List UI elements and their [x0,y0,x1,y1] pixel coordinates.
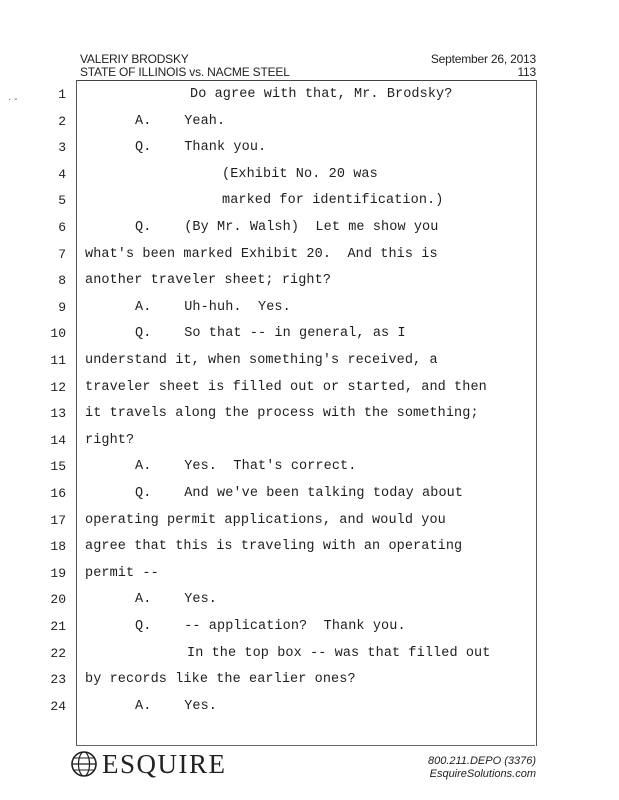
line-text: Do agree with that, Mr. Brodsky? [190,87,453,102]
line-text: Q. -- application? Thank you. [135,619,406,634]
header-right [431,53,536,79]
transcript-line [0,114,619,141]
line-number: 17 [50,512,66,528]
line-text: Q. So that -- in general, as I [135,326,406,342]
transcript-line [0,140,619,167]
line-number: 23 [50,672,66,688]
transcript-line [0,672,619,699]
line-text: understand it, when something's received, a [85,353,438,368]
phone-number: 800.211.DEPO (3376) [427,755,536,767]
transcript-line [0,486,619,513]
line-number: 1 [58,87,66,102]
transcript-line [0,566,619,593]
line-number: 6 [58,220,66,235]
line-text: what's been marked Exhibit 20. And this is [85,246,438,262]
transcript-line [0,592,619,619]
line-number: 16 [50,486,66,501]
transcript-line [0,619,619,646]
line-text: by records like the earlier ones? [85,672,356,688]
transcript-line [0,433,619,460]
line-number: 15 [50,459,66,475]
logo-text: ESQUIRE [102,748,227,779]
line-text: operating permit applications, and would you [85,512,446,528]
transcript-line [0,220,619,247]
line-text: marked for identification.) [222,193,444,209]
line-number: 22 [50,645,66,661]
line-text: permit -- [85,565,159,581]
witness-name: VALERIY BRODSKY [80,52,189,66]
line-number: 5 [58,193,66,209]
deposition-date: September 26, 2013 [430,52,536,66]
transcript-line [0,326,619,353]
website: EsquireSolutions.com [429,768,536,780]
line-number: 19 [50,565,66,581]
line-number: 8 [58,273,66,289]
header-left [80,53,290,79]
transcript-line [0,167,619,194]
footer-contact [428,755,536,781]
page-number: 113 [517,65,536,79]
line-number: 18 [50,539,66,555]
transcript-line [0,273,619,300]
transcript-line [0,513,619,540]
line-text: another traveler sheet; right? [85,273,332,289]
transcript-line [0,193,619,220]
transcript-line [0,539,619,566]
transcript-line [0,353,619,380]
line-text: traveler sheet is filled out or started, and then [85,379,487,395]
line-number: 14 [50,432,66,448]
line-text: A. Yes. That's correct. [135,459,357,475]
frame-bottom-rule [76,745,535,746]
line-text: right? [85,432,135,448]
transcript-line [0,87,619,114]
line-number: 12 [50,379,66,395]
transcript-line [0,406,619,433]
line-text: A. Yes. [135,698,218,714]
line-number: 7 [58,246,66,262]
line-text: Q. And we've been talking today about [135,486,464,501]
line-number: 9 [58,299,66,315]
margin-mark: · - [8,94,18,105]
transcript-line [0,699,619,726]
transcript-line [0,646,619,673]
line-number: 10 [50,326,66,342]
line-number: 4 [58,166,66,182]
line-text: it travels along the process with the something; [85,406,479,422]
line-text: (Exhibit No. 20 was [222,166,378,182]
line-number: 11 [50,353,66,368]
transcript-line [0,459,619,486]
line-number: 2 [58,113,66,129]
line-text: In the top box -- was that filled out [187,645,491,661]
line-number: 3 [58,140,66,156]
transcript-line [0,300,619,327]
globe-icon [70,750,98,778]
line-text: A. Yeah. [135,113,226,129]
line-text: Q. Thank you. [135,140,267,156]
line-text: agree that this is traveling with an operating [85,539,463,555]
line-number: 21 [50,619,66,634]
line-number: 24 [50,698,66,714]
line-text: A. Yes. [135,592,218,608]
line-text: A. Uh-huh. Yes. [135,299,291,315]
line-text: Q. (By Mr. Walsh) Let me show you [135,220,439,235]
case-name: STATE OF ILLINOIS vs. NACME STEEL [80,65,290,79]
transcript-line [0,247,619,274]
line-number: 13 [50,406,66,422]
esquire-logo [70,748,227,780]
line-number: 20 [50,592,66,608]
transcript-line [0,380,619,407]
